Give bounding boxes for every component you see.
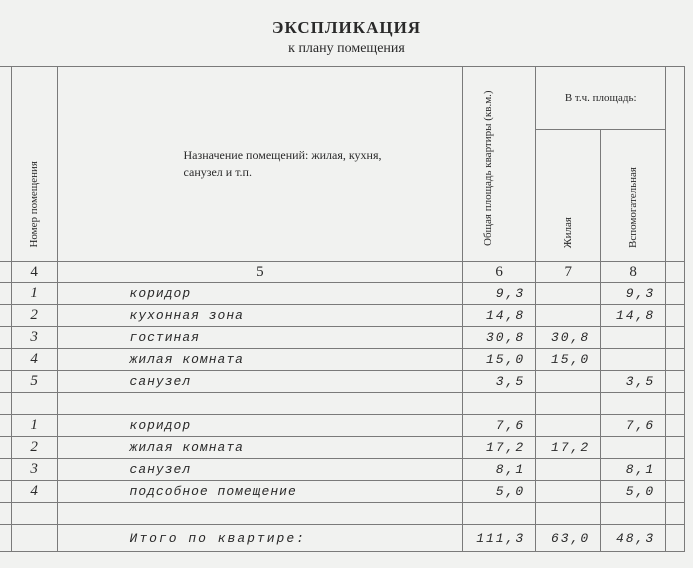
- room-living-area: [536, 503, 601, 525]
- room-number: 1: [11, 283, 57, 305]
- column-number: 4: [11, 262, 57, 283]
- room-name: коридор: [57, 283, 463, 305]
- room-living-area: [536, 459, 601, 481]
- header-room-no: [11, 67, 57, 262]
- header-total-area: [463, 67, 536, 262]
- room-total-area: [463, 503, 536, 525]
- room-total-area: 7,6: [463, 415, 536, 437]
- room-name: санузел: [57, 459, 463, 481]
- room-living-area: [536, 393, 601, 415]
- total-area-sum: 111,3: [463, 525, 536, 552]
- room-total-area: 8,1: [463, 459, 536, 481]
- room-name: жилая комната: [57, 349, 463, 371]
- room-name: [57, 503, 463, 525]
- room-aux-area: [601, 327, 666, 349]
- table-row: [0, 327, 685, 349]
- header-total-area-label: Общая площадь квартиры (кв.м.): [482, 90, 495, 246]
- room-number: 5: [11, 371, 57, 393]
- room-total-area: 17,2: [463, 437, 536, 459]
- room-living-area: [536, 415, 601, 437]
- room-total-area: 3,5: [463, 371, 536, 393]
- table-row: [0, 481, 685, 503]
- room-living-area: 17,2: [536, 437, 601, 459]
- header-living-label: Жилая: [562, 216, 575, 248]
- room-aux-area: 3,5: [601, 371, 666, 393]
- room-number: 2: [11, 437, 57, 459]
- room-living-area: 15,0: [536, 349, 601, 371]
- room-total-area: [463, 393, 536, 415]
- room-total-area: 14,8: [463, 305, 536, 327]
- header-purpose: [57, 67, 463, 262]
- aux-area-sum: 48,3: [601, 525, 666, 552]
- document-title: ЭКСПЛИКАЦИЯ: [271, 18, 422, 37]
- room-name: санузел: [57, 371, 463, 393]
- room-name: гостиная: [57, 327, 463, 349]
- room-name: [57, 393, 463, 415]
- room-aux-area: [601, 503, 666, 525]
- header-including: В т.ч. площадь:: [536, 67, 666, 130]
- table-row: [0, 415, 685, 437]
- header-auxiliary: [601, 130, 666, 262]
- room-total-area: 9,3: [463, 283, 536, 305]
- table-row: [0, 459, 685, 481]
- table-row: [0, 305, 685, 327]
- room-aux-area: 9,3: [601, 283, 666, 305]
- column-number: 8: [601, 262, 666, 283]
- room-aux-area: 8,1: [601, 459, 666, 481]
- table-row: [0, 437, 685, 459]
- header-room-no-label: Номер помещения: [28, 161, 41, 248]
- column-number: 5: [57, 262, 463, 283]
- table-row: [0, 283, 685, 305]
- room-living-area: [536, 283, 601, 305]
- table-row: [0, 349, 685, 371]
- room-living-area: [536, 305, 601, 327]
- table-row: [0, 371, 685, 393]
- header-row: [0, 67, 685, 130]
- room-number: 3: [11, 327, 57, 349]
- room-name: коридор: [57, 415, 463, 437]
- column-number-row: [0, 262, 685, 283]
- document-subtitle: к плану помещения: [288, 41, 405, 56]
- room-aux-area: 7,6: [601, 415, 666, 437]
- header-purpose-label: Назначение помещений: жилая, кухня, санузел и т.п.: [183, 148, 382, 179]
- room-living-area: 30,8: [536, 327, 601, 349]
- room-number: [11, 503, 57, 525]
- room-number: 2: [11, 305, 57, 327]
- room-aux-area: [601, 349, 666, 371]
- room-name: кухонная зона: [57, 305, 463, 327]
- room-aux-area: [601, 437, 666, 459]
- room-aux-area: 5,0: [601, 481, 666, 503]
- room-number: 4: [11, 481, 57, 503]
- living-area-sum: 63,0: [536, 525, 601, 552]
- room-name: жилая комната: [57, 437, 463, 459]
- total-row: [0, 525, 685, 552]
- room-aux-area: [601, 393, 666, 415]
- table-row: [0, 503, 685, 525]
- room-total-area: 30,8: [463, 327, 536, 349]
- room-living-area: [536, 481, 601, 503]
- total-label: Итого по квартире:: [57, 525, 463, 552]
- header-living: [536, 130, 601, 262]
- room-total-area: 15,0: [463, 349, 536, 371]
- room-total-area: 5,0: [463, 481, 536, 503]
- room-number: 4: [11, 349, 57, 371]
- room-name: подсобное помещение: [57, 481, 463, 503]
- table-row: [0, 393, 685, 415]
- room-living-area: [536, 371, 601, 393]
- explication-table: [0, 66, 685, 552]
- room-number: [11, 393, 57, 415]
- room-number: 1: [11, 415, 57, 437]
- column-number: 6: [463, 262, 536, 283]
- room-aux-area: 14,8: [601, 305, 666, 327]
- room-number: 3: [11, 459, 57, 481]
- header-auxiliary-label: Вспомогательная: [627, 167, 640, 248]
- column-number: 7: [536, 262, 601, 283]
